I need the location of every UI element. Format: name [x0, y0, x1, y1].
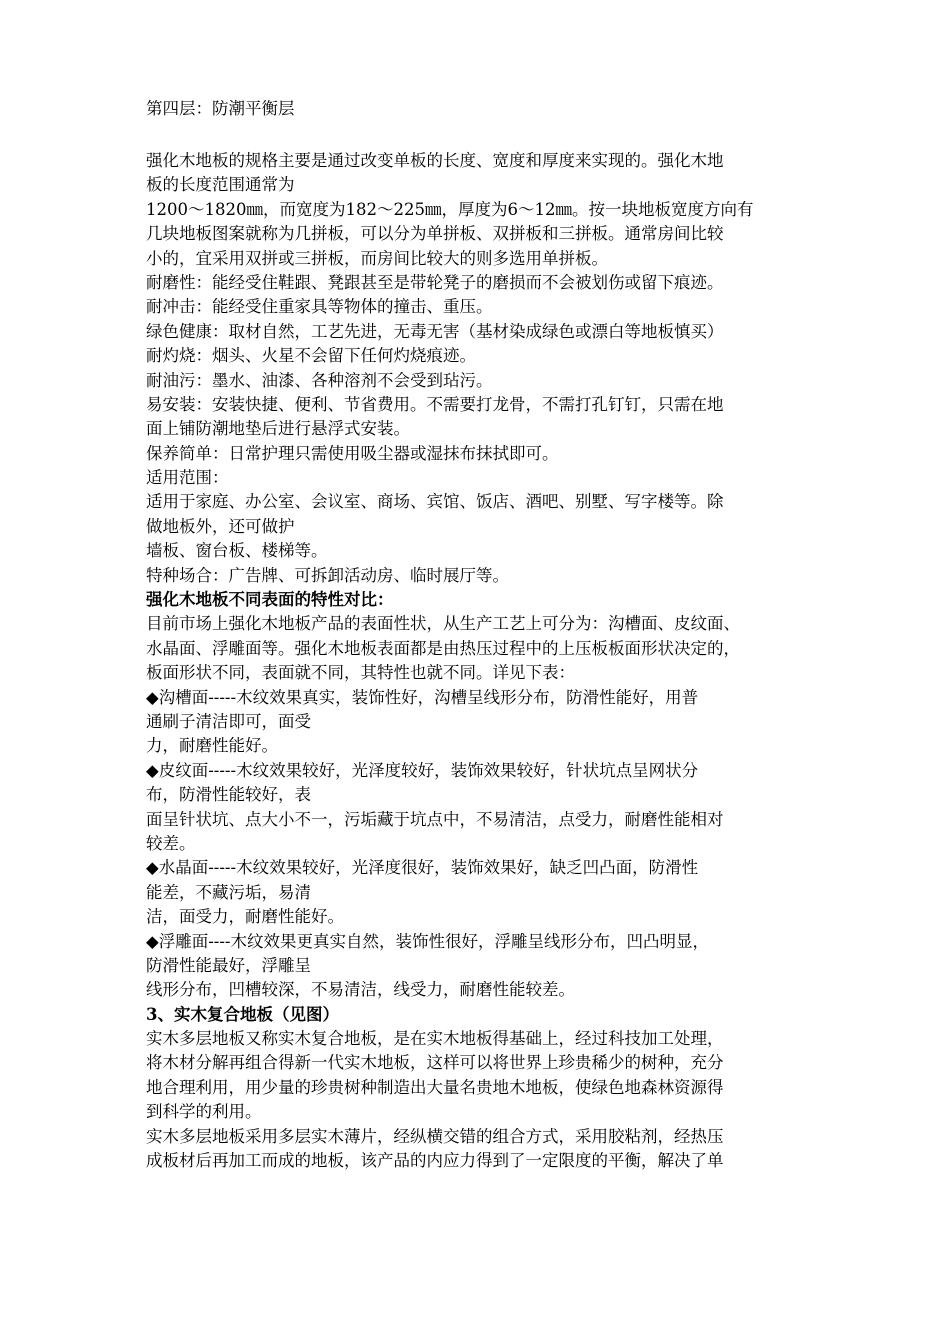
- paragraph-line: 实木多层地板又称实木复合地板，是在实木地板得基础上，经过科技加工处理，: [146, 1029, 724, 1049]
- paragraph-line: 适用范围：: [146, 468, 229, 488]
- paragraph-line: 水晶面、浮雕面等。强化木地板表面都是由热压过程中的上压板板面形状决定的，: [146, 638, 740, 658]
- paragraph-line: 耐灼烧：烟头、火星不会留下任何灼烧痕迹。: [146, 346, 476, 366]
- paragraph-line: 防滑性能最好，浮雕呈: [146, 955, 311, 975]
- paragraph-line: 耐磨性：能经受住鞋跟、凳跟甚至是带轮凳子的磨损而不会被划伤或留下痕迹。: [146, 272, 724, 292]
- section-heading-3: 3、实木复合地板（见图）: [146, 1004, 339, 1024]
- paragraph-line: 到科学的利用。: [146, 1102, 262, 1122]
- paragraph-line: 地合理利用，用少量的珍贵树种制造出大量名贵地木地板，使绿色地森林资源得: [146, 1077, 724, 1097]
- paragraph-line: 实木多层地板采用多层实木薄片，经纵横交错的组合方式，采用胶粘剂，经热压: [146, 1126, 724, 1146]
- paragraph-line: 将木材分解再组合得新一代实木地板，这样可以将世界上珍贵稀少的树种，充分: [146, 1053, 724, 1073]
- paragraph-line: 洁，面受力，耐磨性能好。: [146, 907, 344, 927]
- paragraph-line: 面上铺防潮地垫后进行悬浮式安装。: [146, 419, 410, 439]
- paragraph-line: 板面形状不同，表面就不同，其特性也就不同。详见下表：: [146, 663, 575, 683]
- paragraph-line: 小的，宜采用双拼或三拼板，而房间比较大的则多选用单拼板。: [146, 248, 608, 268]
- paragraph-line: 适用于家庭、办公室、会议室、商场、宾馆、饭店、酒吧、别墅、写字楼等。除: [146, 492, 724, 512]
- paragraph-line: 绿色健康：取材自然，工艺先进，无毒无害（基材染成绿色或漂白等地板慎买）: [146, 321, 724, 341]
- subsection-heading: 强化木地板不同表面的特性对比：: [146, 590, 394, 610]
- paragraph-line: 布，防滑性能较好，表: [146, 785, 311, 805]
- section-heading: 第四层：防潮平衡层: [146, 99, 295, 118]
- paragraph-line: 板的长度范围通常为: [146, 175, 295, 195]
- paragraph-line: 易安装：安装快捷、便利、节省费用。不需要打龙骨，不需打孔钉钉，只需在地: [146, 394, 724, 414]
- paragraph-line: 保养简单：日常护理只需使用吸尘器或湿抹布抹拭即可。: [146, 443, 559, 463]
- paragraph-line: 耐油污：墨水、油漆、各种溶剂不会受到玷污。: [146, 370, 493, 390]
- paragraph-line: 1200～1820㎜，而宽度为182～225㎜，厚度为6～12㎜。按一块地板宽度方向有: [146, 199, 754, 219]
- bullet-line: ◆水晶面-----木纹效果较好，光泽度很好，装饰效果好，缺乏凹凸面，防滑性: [146, 858, 699, 878]
- paragraph-line: 做地板外，还可做护: [146, 516, 295, 536]
- paragraph-line: 几块地板图案就称为几拼板，可以分为单拼板、双拼板和三拼板。通常房间比较: [146, 224, 724, 244]
- paragraph-line: 墙板、窗台板、楼梯等。: [146, 541, 328, 561]
- paragraph-line: 线形分布，凹槽较深，不易清洁，线受力，耐磨性能较差。: [146, 980, 575, 1000]
- paragraph-line: 特种场合：广告牌、可拆卸活动房、临时展厅等。: [146, 565, 509, 585]
- document-page: [146, 95, 810, 1173]
- paragraph-line: 目前市场上强化木地板产品的表面性状，从生产工艺上可分为：沟槽面、皮纹面、: [146, 614, 740, 634]
- paragraph-line: 通刷子清洁即可，面受: [146, 711, 311, 731]
- bullet-line: ◆浮雕面----木纹效果更真实自然，装饰性很好，浮雕呈线形分布，凹凸明显，: [146, 931, 709, 951]
- paragraph-line: 成板材后再加工而成的地板，该产品的内应力得到了一定限度的平衡，解决了单: [146, 1151, 724, 1171]
- paragraph-line: 能差，不藏污垢，易清: [146, 882, 311, 902]
- paragraph-line: 力，耐磨性能好。: [146, 736, 278, 756]
- paragraph-line: 较差。: [146, 833, 196, 853]
- bullet-line: ◆皮纹面-----木纹效果较好，光泽度较好，装饰效果较好，针状坑点呈网状分: [146, 760, 699, 780]
- paragraph-line: 面呈针状坑、点大小不一，污垢藏于坑点中，不易清洁，点受力，耐磨性能相对: [146, 809, 724, 829]
- paragraph-line: 强化木地板的规格主要是通过改变单板的长度、宽度和厚度来实现的。强化木地: [146, 151, 724, 170]
- paragraph-line: 耐冲击：能经受住重家具等物体的撞击、重压。: [146, 297, 493, 317]
- bullet-line: ◆沟槽面-----木纹效果真实，装饰性好，沟槽呈线形分布，防滑性能好，用普: [146, 687, 699, 707]
